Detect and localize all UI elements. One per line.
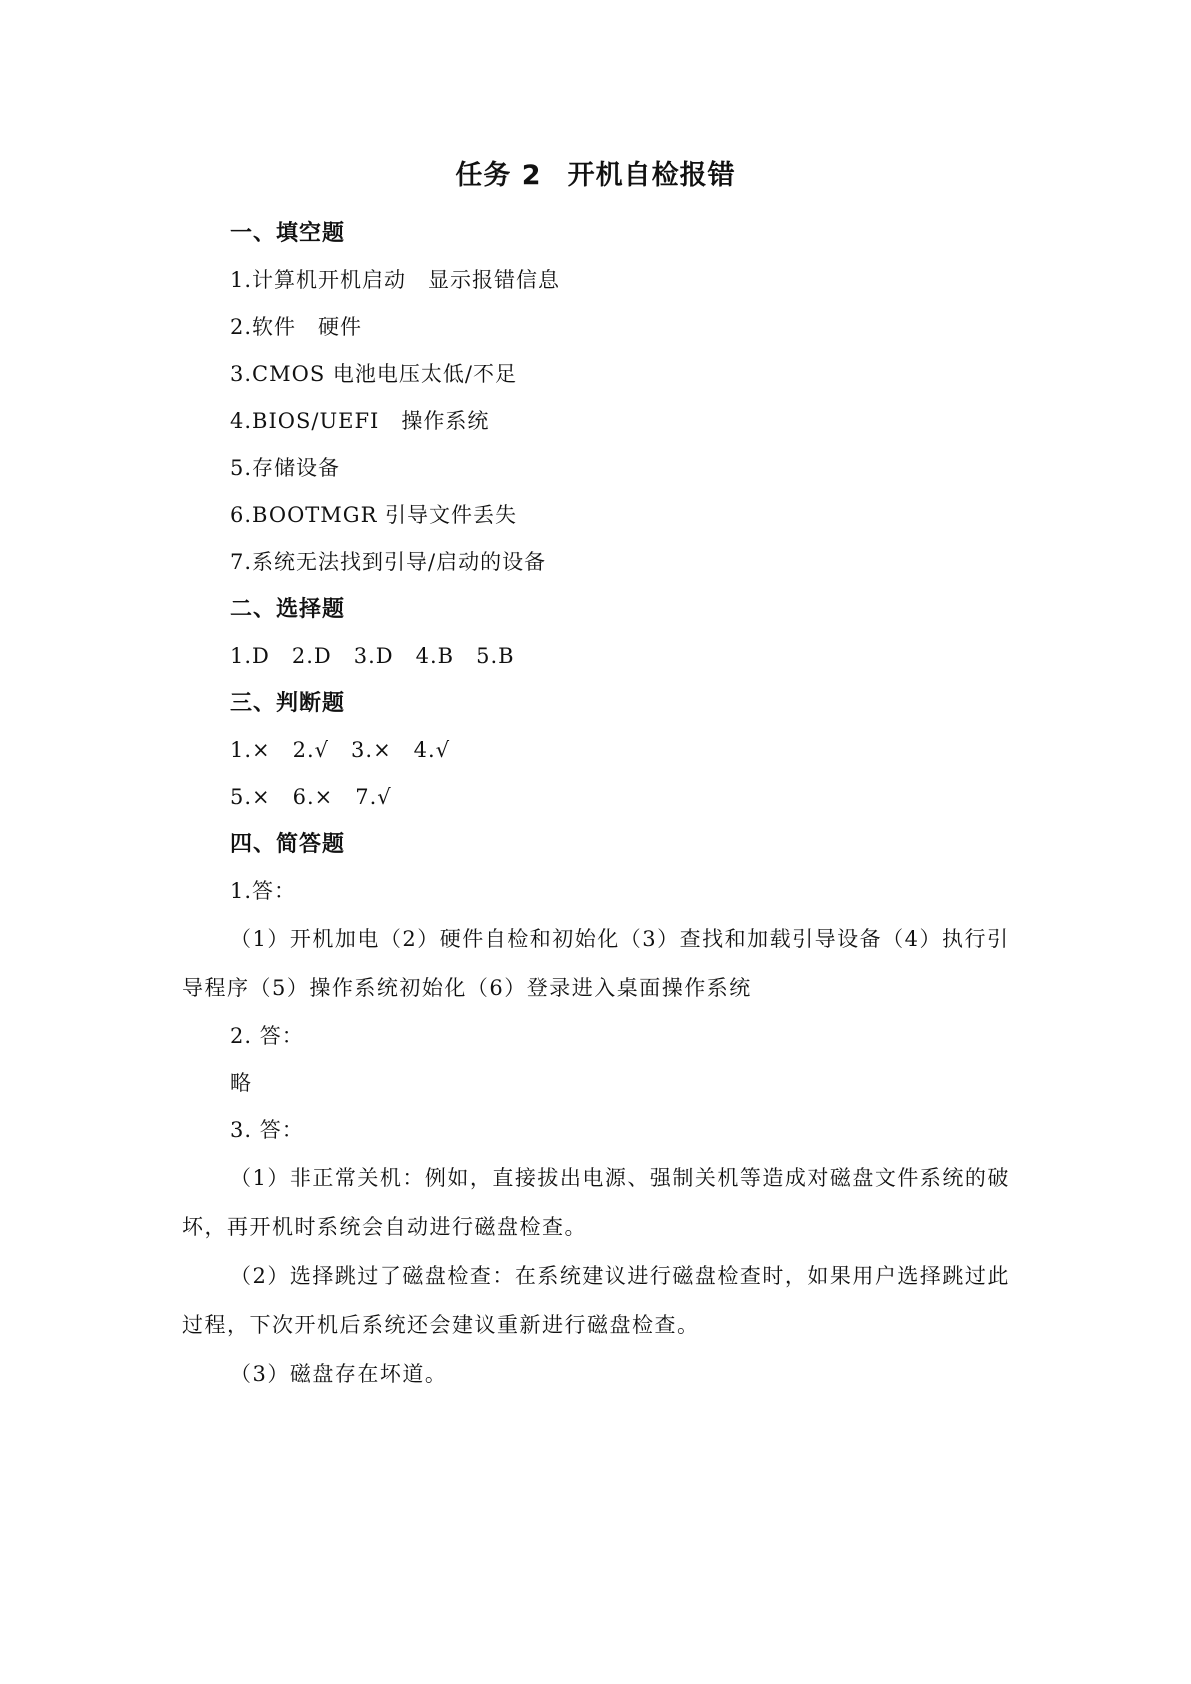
fill-blank-answer-3: 3.CMOS 电池电压太低/不足 bbox=[230, 362, 517, 386]
short-answer-2-text: 略 bbox=[230, 1071, 252, 1095]
true-false-answers-line-1: 1.× 2.√ 3.× 4.√ bbox=[230, 738, 451, 762]
fill-blank-answer-4: 4.BIOS/UEFI 操作系统 bbox=[230, 409, 490, 433]
fill-blank-answer-2: 2.软件 硬件 bbox=[230, 315, 363, 339]
answer-content bbox=[182, 210, 1022, 1399]
short-answer-3-point-3: （3）磁盘存在坏道。 bbox=[230, 1362, 448, 1386]
fill-blank-answer-6: 6.BOOTMGR 引导文件丢失 bbox=[230, 503, 518, 527]
title-task-number: 任务 2 bbox=[455, 160, 542, 191]
short-answer-3-point-1: （1）非正常关机：例如，直接拔出电源、强制关机等造成对磁盘文件系统的破坏，再开机时系统会自动进行磁盘检查。 bbox=[182, 1166, 1010, 1239]
section-heading-short-answer: 四、简答题 bbox=[230, 832, 346, 857]
fill-blank-answer-5: 5.存储设备 bbox=[230, 456, 341, 480]
short-answer-1-label: 1.答： bbox=[230, 879, 297, 903]
short-answer-3-label: 3. 答： bbox=[230, 1118, 304, 1142]
fill-blank-answer-7: 7.系统无法找到引导/启动的设备 bbox=[230, 550, 547, 574]
title-task-name: 开机自检报错 bbox=[567, 160, 736, 191]
section-heading-multiple-choice: 二、选择题 bbox=[230, 597, 346, 622]
section-heading-fill-blank: 一、填空题 bbox=[230, 221, 346, 246]
short-answer-3-point-2: （2）选择跳过了磁盘检查：在系统建议进行磁盘检查时，如果用户选择跳过此过程，下次开机后系统还会建议重新进行磁盘检查。 bbox=[182, 1264, 1010, 1337]
multiple-choice-answers: 1.D 2.D 3.D 4.B 5.B bbox=[230, 644, 515, 668]
short-answer-2-label: 2. 答： bbox=[230, 1024, 304, 1048]
fill-blank-answer-1: 1.计算机开机启动 显示报错信息 bbox=[230, 268, 561, 292]
true-false-answers-line-2: 5.× 6.× 7.√ bbox=[230, 785, 392, 809]
page-title bbox=[0, 158, 1191, 194]
short-answer-1-text: （1）开机加电（2）硬件自检和初始化（3）查找和加载引导设备（4）执行引导程序（5）操作系统初始化（6）登录进入桌面操作系统 bbox=[182, 927, 1010, 1000]
section-heading-true-false: 三、判断题 bbox=[230, 691, 346, 716]
